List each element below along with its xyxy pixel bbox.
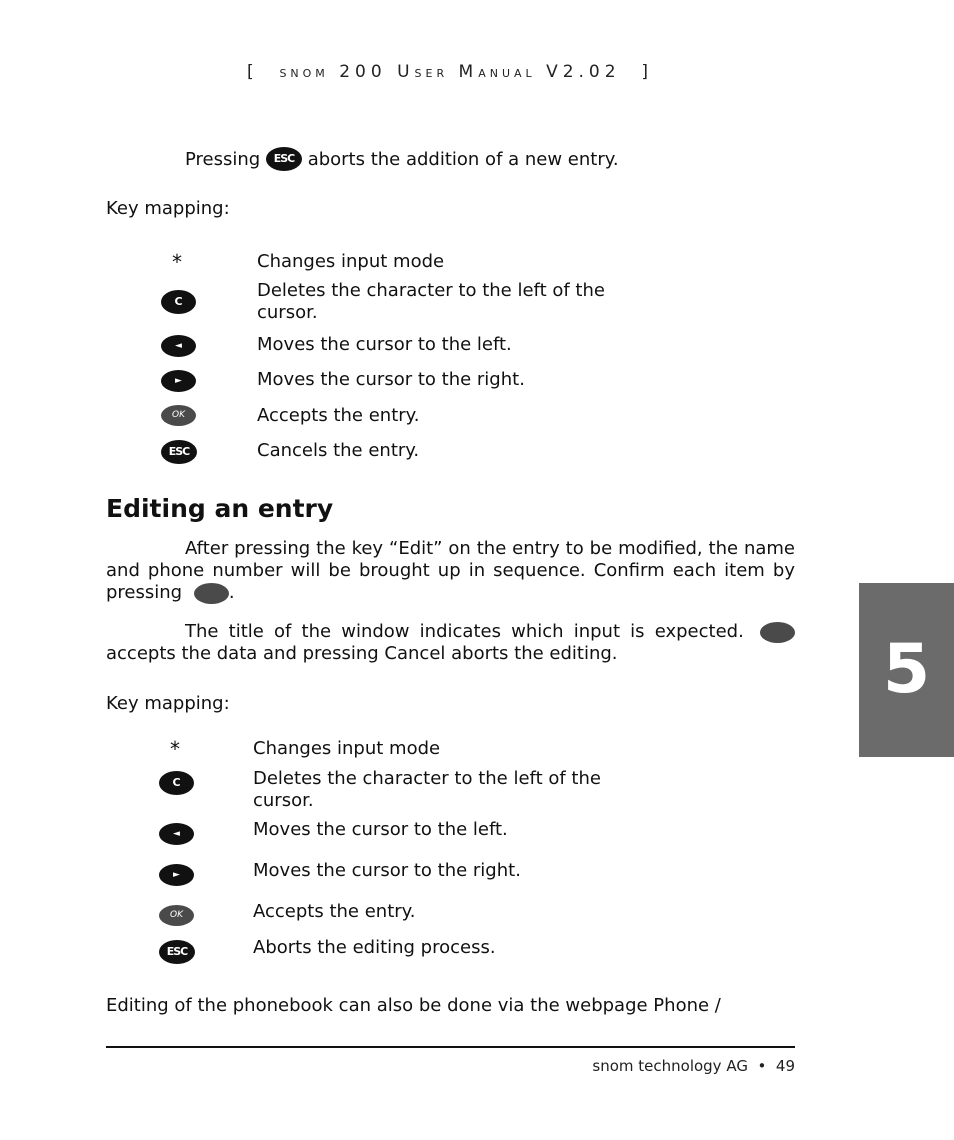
header-word-user: USER [397, 62, 449, 82]
header-word-snom: SNOM [279, 67, 329, 80]
closing-text: Editing of the phonebook can also be done via the webpage Phone / [106, 995, 721, 1016]
chapter-tab: 5 [859, 583, 954, 757]
star-key: * [172, 250, 182, 274]
right-arrow-key-icon: ► [161, 370, 196, 392]
keymap1-desc-ok: Accepts the entry. [257, 405, 420, 426]
keymap2-desc-star: Changes input mode [253, 738, 441, 759]
keymap1-desc-esc: Cancels the entry. [257, 440, 420, 461]
ok-key-icon: OK [194, 583, 229, 604]
header-word-manual: MANUAL [458, 62, 536, 82]
para2-text: The title of the window indicates which input is expected. [185, 621, 744, 642]
keymap1-label: Key mapping: [106, 198, 230, 219]
intro-before: Pressing [185, 149, 261, 170]
keymap2-desc-esc: Aborts the editing process. [253, 937, 496, 958]
keymap1-desc-right: Moves the cursor to the right. [257, 369, 525, 390]
page-number: 49 [775, 1057, 795, 1075]
section-paragraph-2 [106, 621, 852, 665]
keymap1-desc-c: Deletes the character to the left of the cursor. [257, 280, 605, 323]
star-key: * [170, 737, 180, 761]
footer-company: snom technology AG [592, 1057, 748, 1075]
keymap2-desc-c: Deletes the character to the left of the cursor. [253, 768, 601, 811]
left-arrow-key-icon: ◄ [161, 335, 196, 357]
para1-text: After pressing the key “Edit” on the entry to be modified, the name and phone number will be brought up in sequence. Confirm each item by pressing [106, 538, 795, 603]
keymap2-desc-right: Moves the cursor to the right. [253, 860, 521, 881]
esc-key-icon: ESC [266, 147, 302, 171]
para1-period: . [228, 582, 235, 603]
header-model-number: 200 [339, 62, 387, 82]
footer-rule [106, 1046, 795, 1048]
keymap2-desc-left: Moves the cursor to the left. [253, 819, 508, 840]
intro-after: aborts the addition of a new entry. [307, 149, 619, 170]
footer-bullet: • [757, 1057, 767, 1075]
keymap2-desc-ok: Accepts the entry. [253, 901, 416, 922]
left-arrow-key-icon: ◄ [159, 823, 194, 845]
running-header [0, 62, 900, 82]
intro-line [185, 147, 619, 171]
c-key-icon: C [161, 290, 196, 314]
header-version: V2.02 [546, 62, 621, 82]
keymap1-desc-star: Changes input mode [257, 251, 445, 272]
footer [592, 1057, 795, 1075]
ok-key-icon: OK [760, 622, 795, 643]
header-open-bracket: [ [246, 62, 259, 82]
esc-key-icon: ESC [159, 940, 195, 964]
right-arrow-key-icon: ► [159, 864, 194, 886]
para2-text-end: accepts the data and pressing Cancel aborts the editing. [106, 643, 618, 664]
esc-key-icon: ESC [161, 440, 197, 464]
keymap2-label: Key mapping: [106, 693, 230, 714]
section-paragraph-1 [106, 538, 795, 604]
header-close-bracket: ] [641, 62, 653, 82]
section-heading: Editing an entry [106, 494, 334, 523]
ok-key-icon: OK [161, 405, 196, 426]
c-key-icon: C [159, 771, 194, 795]
ok-key-icon: OK [159, 905, 194, 926]
keymap1-desc-left: Moves the cursor to the left. [257, 334, 512, 355]
